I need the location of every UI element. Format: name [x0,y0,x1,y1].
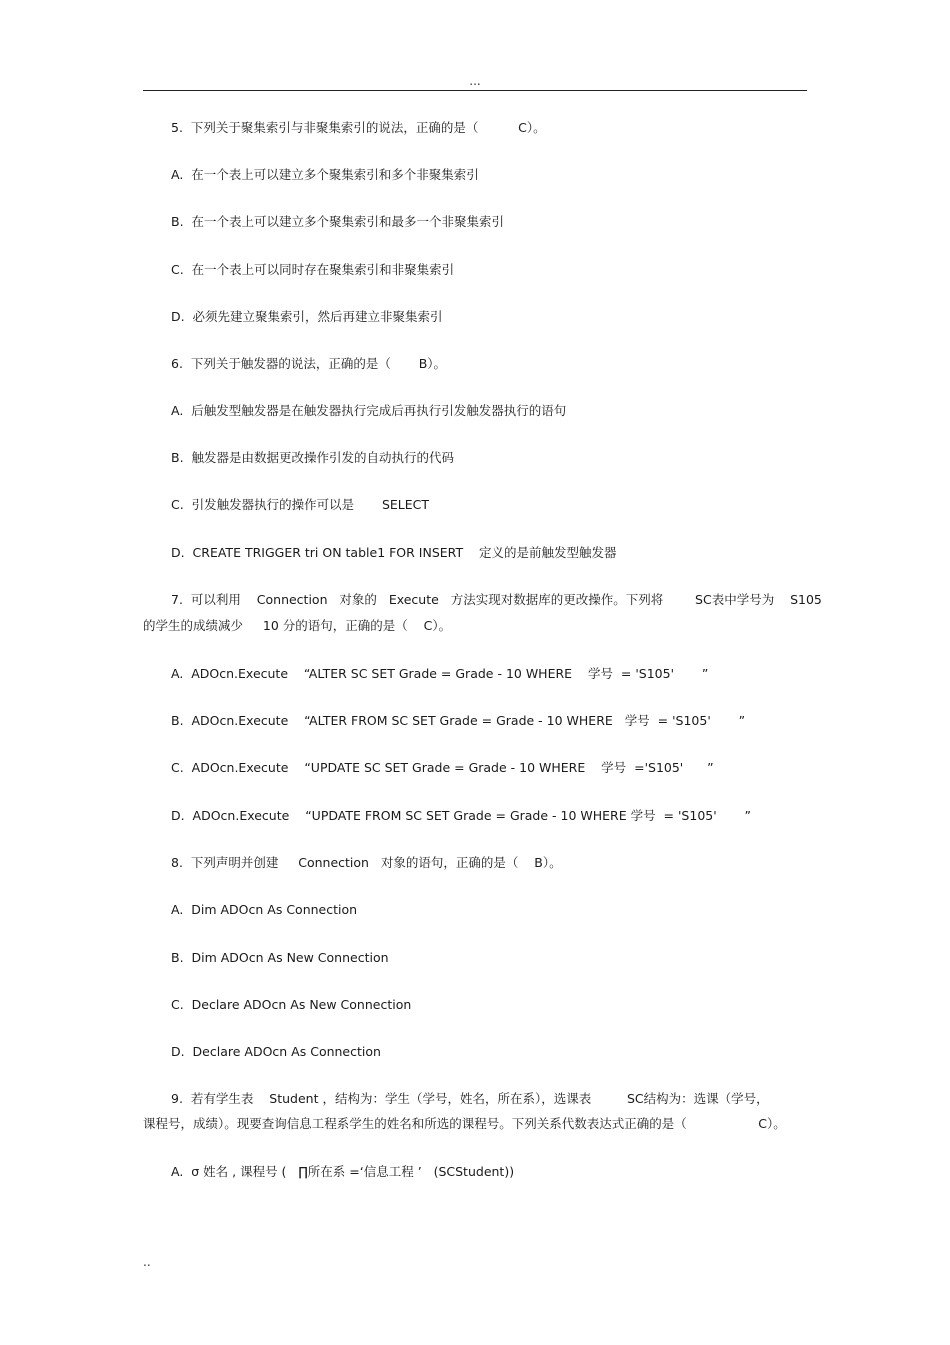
page-header-mark: ... [469,74,481,88]
question-8: 8. 下列声明并创建 Connection 对象的语句，正确的是（ B）。 [171,855,562,870]
question-7-option-a: A. ADOcn.Execute “ALTER SC SET Grade = Grade - 10 WHERE 学号 = 'S105' ” [171,666,709,681]
question-5-option-c: C. 在一个表上可以同时存在聚集索引和非聚集索引 [171,262,455,277]
question-6-option-a: A. 后触发型触发器是在触发器执行完成后再执行引发触发器执行的语句 [171,403,567,418]
page-footer-mark: .. [143,1255,151,1269]
question-9: 9. 若有学生表 Student ，结构为：学生（学号，姓名，所在系），选课表 SC结构为：选课（学号， [171,1091,769,1106]
question-7-option-c: C. ADOcn.Execute “UPDATE SC SET Grade = Grade - 10 WHERE 学号 ='S105' ” [171,760,714,775]
question-5: 5. 下列关于聚集索引与非聚集索引的说法，正确的是（ C）。 [171,120,546,135]
question-6-option-d: D. CREATE TRIGGER tri ON table1 FOR INSERT 定义的是前触发型触发器 [171,545,617,560]
question-9-continued: 课程号，成绩）。现要查询信息工程系学生的姓名和所选的课程号。下列关系代数表达式正确的是（ C）。 [143,1116,786,1131]
header-divider [143,90,807,91]
question-6: 6. 下列关于触发器的说法，正确的是（ B）。 [171,356,447,371]
question-6-option-c: C. 引发触发器执行的操作可以是 SELECT [171,497,430,512]
question-5-option-b: B. 在一个表上可以建立多个聚集索引和最多一个非聚集索引 [171,214,504,229]
question-8-option-c: C. Declare ADOcn As New Connection [171,997,412,1012]
question-5-option-d: D. 必须先建立聚集索引，然后再建立非聚集索引 [171,309,443,324]
question-7-option-b: B. ADOcn.Execute “ALTER FROM SC SET Grade = Grade - 10 WHERE 学号 = 'S105' ” [171,713,746,728]
question-9-option-a: A. σ 姓名 , 课程号 ( ∏所在系 =‘信息工程 ’ (SCStudent)) [171,1164,515,1179]
question-8-option-d: D. Declare ADOcn As Connection [171,1044,381,1059]
question-7-continued: 的学生的成绩减少 10 分的语句，正确的是（ C）。 [143,618,452,633]
question-6-option-b: B. 触发器是由数据更改操作引发的自动执行的代码 [171,450,454,465]
question-7-option-d: D. ADOcn.Execute “UPDATE FROM SC SET Grade = Grade - 10 WHERE 学号 = 'S105' ” [171,808,751,823]
question-5-option-a: A. 在一个表上可以建立多个聚集索引和多个非聚集索引 [171,167,479,182]
question-7: 7. 可以利用 Connection 对象的 Execute 方法实现对数据库的更改操作。下列将 SC表中学号为 S105 [171,592,822,607]
question-8-option-b: B. Dim ADOcn As New Connection [171,950,389,965]
question-8-option-a: A. Dim ADOcn As Connection [171,902,358,917]
